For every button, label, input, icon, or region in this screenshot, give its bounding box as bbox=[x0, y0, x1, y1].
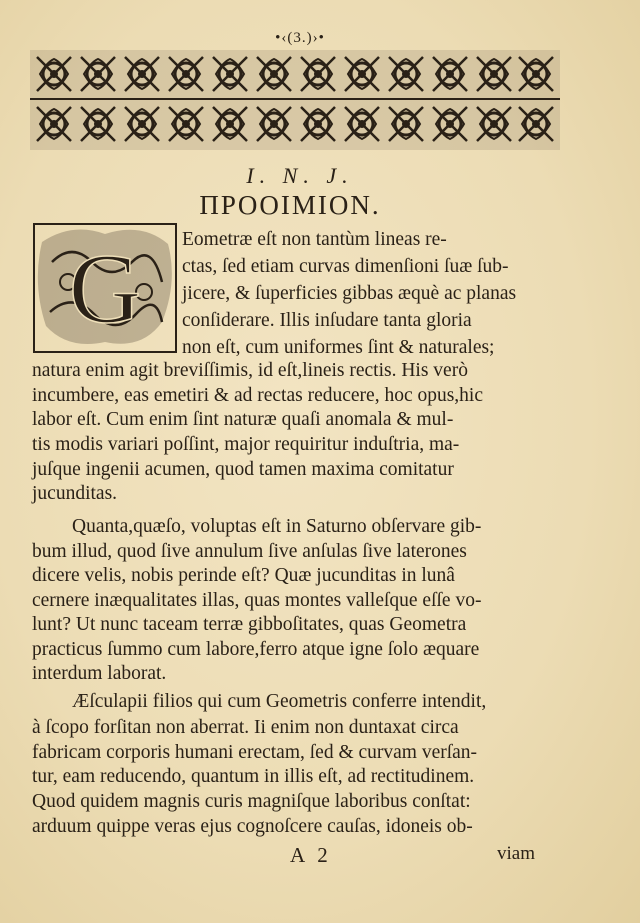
text-line: lunt? Ut nunc taceam terræ gibboſitates, quas Geometra bbox=[32, 614, 467, 635]
text-line: conſiderare. Illis inſudare tanta gloria bbox=[182, 310, 472, 331]
text-line: Æſculapii filios qui cum Geometris conferre intendit, bbox=[72, 691, 487, 712]
text-line: labor eſt. Cum enim ſint naturæ quaſi anomala & mul- bbox=[32, 409, 454, 430]
text-line: bum illud, quod ſive annulum ſive anſulas ſive laterones bbox=[32, 541, 467, 562]
text-line: incumbere, eas emetiri & ad rectas reducere, hoc opus,hic bbox=[32, 385, 484, 406]
text-line: ctas, ſed etiam curvas dimenſioni ſuæ ſub- bbox=[182, 256, 509, 277]
text-line: natura enim agit breviſſimis, id eſt,lineis rectis. His verò bbox=[32, 360, 468, 381]
text-line: jicere, & ſuperficies gibbas æquè ac planas bbox=[182, 283, 517, 304]
text-line: fabricam corporis humani erectam, ſed & curvam verſan- bbox=[32, 742, 478, 763]
catchword: viam bbox=[497, 843, 535, 864]
initial-letter: G bbox=[68, 233, 142, 344]
text-line: Eometræ eſt non tantùm lineas re- bbox=[182, 229, 447, 250]
text-line: Quanta,quæſo, voluptas eſt in Saturno obſervare gib- bbox=[72, 516, 482, 537]
monogram-inj: I. N. J. bbox=[246, 163, 354, 188]
text-line: cernere inæqualitates illas, quas montes valleſque eſſe vo- bbox=[32, 590, 482, 611]
text-line: juſque ingenii acumen, quod tamen maxima comitatur bbox=[32, 459, 454, 480]
text-line: jucunditas. bbox=[32, 483, 118, 504]
text-line: practicus ſummo cum labore,ferro atque igne ſolo æquare bbox=[32, 639, 480, 660]
text-line: arduum quippe veras ejus cognoſcere cauſas, idoneis ob- bbox=[32, 816, 473, 837]
text-line: Quod quidem magnis curis magniſque laboribus conſtat: bbox=[32, 791, 471, 812]
ornamental-headpiece bbox=[30, 50, 560, 150]
page-title: ΠΡΟΟΙΜΙΟΝ. bbox=[199, 190, 381, 220]
decorated-initial-g bbox=[32, 222, 178, 354]
text-line: non eſt, cum uniformes ſint & naturales; bbox=[182, 337, 495, 358]
text-line: dicere velis, nobis perinde eſt? Quæ jucunditas in lunâ bbox=[32, 565, 455, 586]
text-line: tis modis variari poſſint, major requiritur induſtria, ma- bbox=[32, 434, 460, 455]
text-line: tur, eam reducendo, quantum in illis eſt, ad rectitudinem. bbox=[32, 766, 475, 787]
text-line: interdum laborat. bbox=[32, 663, 167, 684]
signature-mark: A 2 bbox=[290, 843, 332, 867]
text-line: à ſcopo forſitan non aberrat. Ii enim non duntaxat circa bbox=[32, 717, 459, 738]
page-number: •‹(3.)›• bbox=[275, 30, 325, 46]
